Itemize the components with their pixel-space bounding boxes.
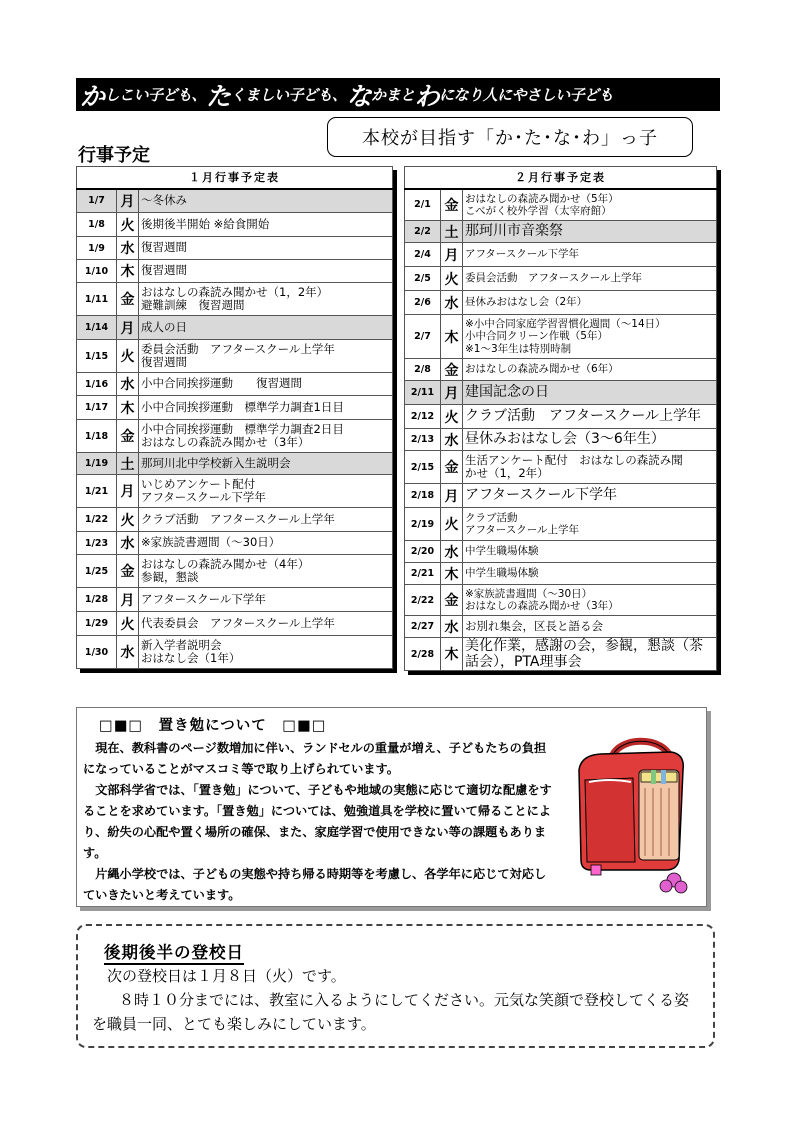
schedule-event	[463, 616, 717, 638]
february-table-title: ２月行事予定表	[405, 167, 717, 189]
motto-segment: わ	[414, 81, 440, 111]
motto-segment: かまと	[371, 86, 415, 104]
schedule-event-line: 復習週間	[141, 355, 187, 369]
schedule-event	[463, 429, 717, 451]
schedule-row	[77, 189, 393, 213]
schedule-event-line: クラブ活動	[465, 511, 518, 524]
schedule-event-line: アフタースクール下学年	[465, 248, 580, 261]
schedule-row	[405, 616, 717, 638]
schedule-weekday: 土	[117, 453, 139, 475]
motto-segment: か	[80, 81, 105, 111]
schedule-row	[77, 396, 393, 420]
schedule-event-line: 後期後半開始 ※給食開始	[141, 216, 270, 231]
schedule-event-line: 委員会活動 アフタースクール上学年	[465, 272, 643, 285]
schedule-event-line: 中学生職場体験	[465, 567, 539, 580]
schedule-weekday: 月	[117, 475, 139, 508]
schedule-date: 2/15	[405, 451, 441, 484]
schedule-event-line: 建国記念の日	[465, 384, 549, 401]
schedule-event-line: アフタースクール下学年	[141, 490, 266, 504]
schedule-weekday: 水	[441, 429, 463, 451]
schedule-event-line: アフタースクール上学年	[465, 524, 580, 536]
schedule-event	[139, 237, 393, 260]
school-bag-illustration	[571, 730, 691, 900]
february-schedule-table	[404, 166, 717, 671]
schedule-row	[77, 453, 393, 475]
schedule-event	[463, 267, 717, 291]
schedule-event-line: 那珂川北中学校新入生説明会	[141, 455, 291, 470]
schedule-row	[405, 405, 717, 429]
schedule-event-line: クラブ活動 アフタースクール上学年	[141, 511, 335, 526]
schedule-event-line: ※1～3年生は特別時制	[465, 342, 572, 355]
schedule-event-line: おはなしの森読み聞かせ（1，2年）	[141, 284, 329, 299]
schedule-row	[77, 508, 393, 532]
schedule-weekday: 月	[441, 243, 463, 267]
schedule-event	[463, 315, 717, 359]
schedule-event	[139, 588, 393, 612]
schedule-event-line: おはなしの森読み聞かせ（6年）	[465, 363, 619, 376]
schedule-event-line: ※家族読書週間（～30日）	[465, 587, 593, 600]
schedule-row	[405, 563, 717, 585]
schedule-event-line: 昼休みおはなし会（2年）	[465, 296, 588, 309]
schedule-row	[77, 420, 393, 453]
schedule-weekday: 水	[441, 616, 463, 638]
motto-segment: な	[346, 81, 372, 111]
schedule-weekday: 金	[441, 359, 463, 381]
schedule-date: 2/19	[405, 508, 441, 541]
schedule-date: 1/9	[77, 237, 117, 260]
school-day-line: 次の登校日は１月８日（火）です。	[107, 967, 346, 985]
okiben-paragraph: 片縄小学校では、子どもの実態や持ち帰る時期等を考慮し、各学年に応じて対応していきたいと考えています。	[83, 867, 547, 902]
school-goal-text: 本校が目指す「か･た･な･わ」っ子	[362, 128, 658, 149]
schedule-date: 2/6	[405, 291, 441, 315]
schedule-date: 2/7	[405, 315, 441, 359]
schedule-weekday: 金	[441, 189, 463, 221]
schedule-weekday: 水	[441, 541, 463, 563]
january-table-title: １月行事予定表	[77, 167, 393, 189]
schedule-row	[77, 636, 393, 669]
schedule-date: 2/1	[405, 189, 441, 221]
schedule-date: 1/8	[77, 213, 117, 237]
schedule-date: 1/23	[77, 532, 117, 555]
schedule-date: 2/28	[405, 638, 441, 671]
schedule-event-line: ※家族読書週間（～30日）	[141, 535, 281, 550]
schedule-date: 1/15	[77, 340, 117, 373]
schedule-weekday: 月	[117, 316, 139, 340]
schedule-event-line: お別れ集会，区長と語る会	[465, 618, 603, 633]
schedule-date: 1/16	[77, 373, 117, 396]
schedule-row	[405, 243, 717, 267]
schedule-event	[139, 532, 393, 555]
schedule-date: 1/25	[77, 555, 117, 588]
okiben-notice	[76, 707, 707, 907]
schedule-weekday: 木	[117, 396, 139, 420]
schedule-event	[463, 359, 717, 381]
schedule-event-line: 昼休みおはなし会（3～6年生）	[465, 431, 665, 448]
schedule-row	[405, 429, 717, 451]
schedule-date: 2/13	[405, 429, 441, 451]
schedule-event-line: 話会），PTA理事会	[465, 654, 582, 671]
schedule-row	[77, 260, 393, 283]
schedule-weekday: 水	[117, 636, 139, 669]
schedule-row	[405, 381, 717, 405]
schedule-event-line: 成人の日	[141, 319, 187, 334]
schedule-row	[405, 291, 717, 315]
motto-segment: くましい子ども、	[230, 86, 347, 104]
motto-segment: しこい子ども、	[104, 86, 207, 104]
schedule-row	[77, 316, 393, 340]
schedule-event	[139, 612, 393, 636]
schedule-event	[463, 243, 717, 267]
schedule-row	[77, 237, 393, 260]
schedule-event	[139, 373, 393, 396]
schedule-event	[139, 475, 393, 508]
schedule-weekday: 土	[441, 221, 463, 243]
schedule-weekday: 火	[441, 267, 463, 291]
schedule-weekday: 火	[117, 612, 139, 636]
schedule-event-line: 新入学者説明会	[141, 637, 222, 652]
schedule-event-line: おはなしの森読み聞かせ（3年）	[141, 435, 310, 449]
school-day-body	[92, 964, 703, 1036]
schedule-event-line: 美化作業，感謝の会，参観，懇談（茶	[465, 638, 703, 654]
schedule-date: 2/12	[405, 405, 441, 429]
schedule-event	[139, 396, 393, 420]
schedule-weekday: 水	[117, 237, 139, 260]
schedule-event-line: 小中合同挨拶運動 復習週間	[141, 376, 302, 391]
schedule-event	[463, 291, 717, 315]
section-title: 行事予定	[78, 145, 150, 166]
schedule-event	[139, 189, 393, 213]
schedule-event-line: 委員会活動 アフタースクール上学年	[141, 341, 335, 356]
schedule-row	[77, 283, 393, 316]
schedule-weekday: 木	[441, 563, 463, 585]
schedule-row	[77, 612, 393, 636]
schedule-date: 2/8	[405, 359, 441, 381]
schedule-date: 1/22	[77, 508, 117, 532]
schedule-weekday: 月	[441, 381, 463, 405]
schedule-date: 2/11	[405, 381, 441, 405]
schedule-row	[405, 221, 717, 243]
schedule-date: 1/19	[77, 453, 117, 475]
school-day-notice	[76, 924, 715, 1048]
schedule-weekday: 金	[441, 585, 463, 616]
school-goal-callout	[327, 117, 693, 157]
schedule-date: 1/14	[77, 316, 117, 340]
schedule-date: 1/17	[77, 396, 117, 420]
schedule-date: 2/27	[405, 616, 441, 638]
schedule-event-line: アフタースクール下学年	[141, 591, 266, 606]
schedule-row	[405, 541, 717, 563]
schedule-row	[77, 555, 393, 588]
schedule-event-line: おはなしの森読み聞かせ（3年）	[465, 600, 619, 612]
schedule-weekday: 火	[117, 213, 139, 237]
schedule-event	[139, 340, 393, 373]
schedule-date: 2/4	[405, 243, 441, 267]
okiben-title: □■□ 置き勉について □■□	[99, 718, 327, 734]
schedule-row	[405, 359, 717, 381]
schedule-date: 2/18	[405, 484, 441, 508]
schedule-event	[139, 636, 393, 669]
schedule-weekday: 月	[117, 189, 139, 213]
schedule-event-line: 小中合同挨拶運動 標準学力調査1日目	[141, 399, 344, 414]
schedule-event-line: いじめアンケート配付	[141, 476, 256, 491]
schedule-date: 2/21	[405, 563, 441, 585]
schedule-row	[77, 373, 393, 396]
schedule-event-line: おはなし会（1年）	[141, 651, 241, 665]
schedule-weekday: 金	[441, 451, 463, 484]
schedule-event-line: こべがく校外学習（太宰府館）	[465, 204, 612, 217]
schedule-date: 1/18	[77, 420, 117, 453]
schedule-date: 1/29	[77, 612, 117, 636]
schedule-weekday: 火	[117, 508, 139, 532]
schedule-event	[139, 316, 393, 340]
schedule-event-line: かせ（1，2年）	[465, 466, 549, 480]
schedule-date: 2/5	[405, 267, 441, 291]
schedule-event	[139, 283, 393, 316]
schedule-weekday: 金	[117, 283, 139, 316]
schedule-date: 2/22	[405, 585, 441, 616]
schedule-date: 1/7	[77, 189, 117, 213]
schedule-event-line: クラブ活動 アフタースクール上学年	[465, 408, 702, 425]
schedule-event	[139, 213, 393, 237]
schedule-event	[463, 585, 717, 616]
schedule-event	[463, 541, 717, 563]
schedule-date: 1/10	[77, 260, 117, 283]
schedule-event	[463, 638, 717, 671]
schedule-row	[405, 638, 717, 671]
january-schedule-table	[76, 166, 393, 669]
schedule-event-line: おはなしの森読み聞かせ（5年）	[465, 192, 619, 205]
schedule-date: 1/30	[77, 636, 117, 669]
schedule-weekday: 木	[441, 638, 463, 671]
schedule-row	[405, 267, 717, 291]
schedule-event-line: ～冬休み	[141, 193, 187, 208]
schedule-date: 1/11	[77, 283, 117, 316]
schedule-event	[139, 555, 393, 588]
schedule-weekday: 月	[117, 588, 139, 612]
schedule-event-line: 生活アンケート配付 おはなしの森読み聞	[465, 452, 683, 467]
schedule-event-line: 避難訓練 復習週間	[141, 298, 245, 312]
schedule-weekday: 水	[117, 532, 139, 555]
schedule-weekday: 金	[117, 555, 139, 588]
schedule-weekday: 月	[441, 484, 463, 508]
schedule-event	[463, 508, 717, 541]
schedule-event-line: 復習週間	[141, 240, 187, 255]
schedule-date: 1/28	[77, 588, 117, 612]
schedule-event	[139, 453, 393, 475]
school-day-line: ８時１０分までには、教室に入るようにしてください。元気な笑顔で登校してくる姿を職員一同、とても楽しみにしています。	[92, 991, 690, 1033]
schedule-event	[139, 420, 393, 453]
schedule-weekday: 金	[117, 420, 139, 453]
schedule-event	[463, 221, 717, 243]
okiben-body	[83, 738, 553, 906]
schedule-event	[463, 381, 717, 405]
schedule-event	[463, 563, 717, 585]
schedule-event-line: 那珂川市音楽祭	[465, 223, 563, 240]
schedule-event-line: 小中合同挨拶運動 標準学力調査2日目	[141, 421, 344, 436]
schedule-row	[405, 189, 717, 221]
schedule-row	[405, 585, 717, 616]
schedule-row	[77, 340, 393, 373]
schedule-event	[463, 189, 717, 221]
schedule-event-line: おはなしの森読み聞かせ（4年）	[141, 556, 310, 571]
schedule-event-line: 小中合同クリーン作戦（5年）	[465, 330, 608, 343]
schedule-weekday: 木	[441, 315, 463, 359]
schedule-weekday: 火	[441, 405, 463, 429]
okiben-paragraph: 現在、教科書のページ数増加に伴い、ランドセルの重量が増え、子どもたちの負担になっていることがマスコミ等で取り上げられています。	[83, 741, 547, 776]
motto-segment: になり人にやさしい子ども	[439, 86, 614, 104]
schedule-row	[77, 213, 393, 237]
motto-segment: た	[206, 81, 231, 111]
motto-banner	[76, 78, 720, 111]
schedule-date: 2/2	[405, 221, 441, 243]
schedule-date: 1/21	[77, 475, 117, 508]
schedule-weekday: 水	[441, 291, 463, 315]
schedule-row	[405, 451, 717, 484]
schedule-event-line: 復習週間	[141, 263, 187, 278]
schedule-row	[77, 588, 393, 612]
schedule-weekday: 火	[117, 340, 139, 373]
schedule-event-line: ※小中合同家庭学習習慣化週間（～14日）	[465, 318, 666, 331]
okiben-paragraph: 文部科学省では、「置き勉」について、子どもや地域の実態に応じて適切な配慮をすることを求めています。「置き勉」については、勉強道具を学校に置いて帰ることにより、紛失の心配や置く場所の確保、また、家庭学習で使用できない等の課題もあります。	[83, 783, 552, 860]
schedule-event-line: 参観，懇談	[141, 570, 199, 584]
schedule-date: 2/20	[405, 541, 441, 563]
schedule-row	[405, 508, 717, 541]
schedule-weekday: 火	[441, 508, 463, 541]
schedule-row	[405, 315, 717, 359]
schedule-event	[139, 260, 393, 283]
schedule-weekday: 木	[117, 260, 139, 283]
schedule-event	[463, 451, 717, 484]
schedule-row	[405, 484, 717, 508]
school-day-title: 後期後半の登校日	[104, 939, 244, 965]
schedule-event-line: 中学生職場体験	[465, 545, 539, 558]
schedule-row	[77, 475, 393, 508]
schedule-event-line: アフタースクール下学年	[465, 487, 618, 504]
schedule-row	[77, 532, 393, 555]
schedule-weekday: 水	[117, 373, 139, 396]
schedule-event	[463, 405, 717, 429]
schedule-event	[139, 508, 393, 532]
schedule-event	[463, 484, 717, 508]
schedule-event-line: 代表委員会 アフタースクール上学年	[141, 615, 335, 630]
